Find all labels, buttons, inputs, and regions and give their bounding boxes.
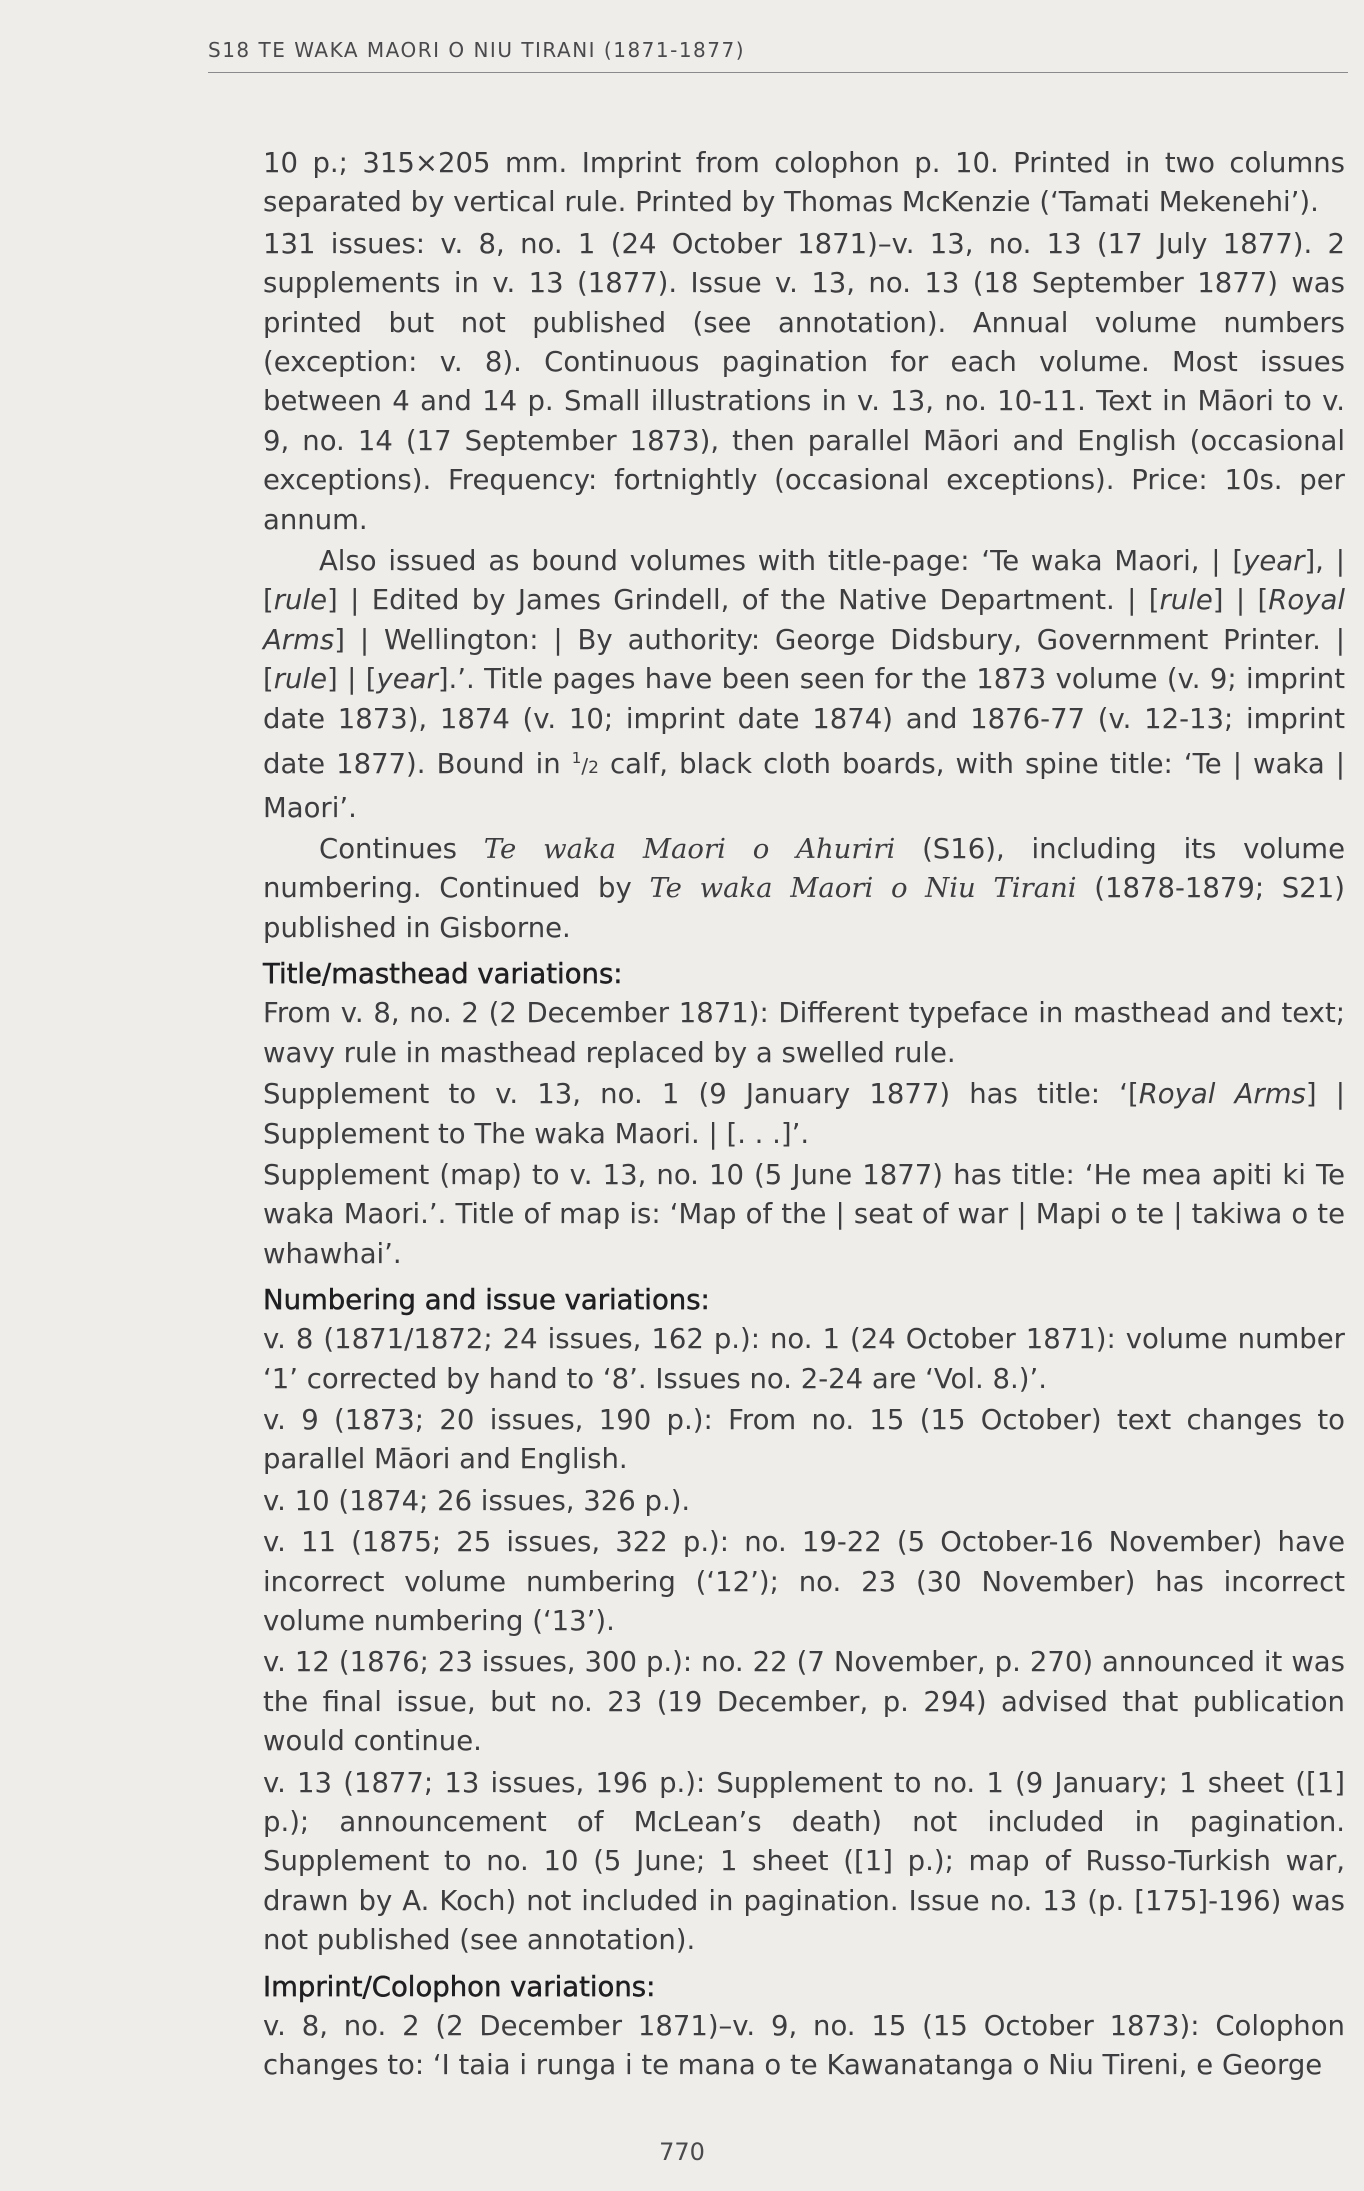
numbering-entry: v. 9 (1873; 20 issues, 190 p.): From no. 15 (15 October) text changes to parallel Māori and English.	[263, 1403, 1345, 1476]
title-italic: Te waka Maori o Niu Tirani	[649, 872, 1077, 905]
bound-volumes-paragraph: Also issued as bound volumes with title-page: ‘Te waka Maori, | [year], | [rule] | Edited by James Grindell, of the Native Department. | [rule] | [Royal Arms] | Wellington: | By authority: George Didsbury, Government Printer. | [rule] | [year].’. Title pages have been seen for the 1873 volume (v. 9; imprint date 1873), 1874 (v. 10; imprint date 1874) and 1876-77 (v. 12-13; imprint date 1877). Bound in $^1$/2 calf, black cloth boards, with spine title: ‘Te | waka | Maori’.	[263, 545, 1345, 824]
page-number: 770	[659, 2138, 705, 2166]
text-run: Continues	[319, 833, 484, 866]
title-variations-heading: Title/masthead variations:	[263, 958, 623, 991]
title-variation-entry	[263, 1075, 1345, 1154]
text-run: ] | [	[1212, 584, 1269, 617]
text-run: ] | Supplement to The waka Maori. | [. . .]’.	[263, 1078, 1345, 1150]
imprint-variations-heading: Imprint/Colophon variations:	[263, 1970, 656, 2003]
italic-run: Royal Arms	[263, 584, 1345, 656]
text-run: calf, black cloth boards, with spine title: ‘Te | waka | Maori’.	[263, 748, 1345, 824]
italic-run: rule	[1159, 584, 1213, 617]
text-run: (S16), including its volume numbering. Continued by	[263, 833, 1345, 905]
title-variation-entry: From v. 8, no. 2 (2 December 1871): Different typeface in masthead and text; wavy rule in masthead replaced by a swelled rule.	[263, 997, 1345, 1069]
text-run: ] | Edited by James Grindell, of the Native Department. | [	[327, 584, 1160, 617]
text-run: ] | [	[327, 663, 377, 696]
numbering-entry: v. 12 (1876; 23 issues, 300 p.): no. 22 (7 November, p. 270) announced it was the final issue, but no. 23 (19 December, p. 294) advised that publication would continue.	[263, 1646, 1345, 1758]
fraction-denominator: 2	[588, 758, 599, 779]
text-run: Supplement to v. 13, no. 1 (9 January 1877) has title: ‘[	[263, 1078, 1139, 1111]
fraction-numerator: 1	[571, 749, 582, 768]
text-run: (1878-1879; S21) published in Gisborne.	[263, 872, 1345, 944]
text-run: ].’. Title pages have been seen for the 1873 volume (v. 9; imprint date 1873), 1874 (v. 10; imprint date 1874) and 1876-77 (v. 12-13; imprint date 1877). Bound in	[263, 663, 1345, 781]
format-paragraph: 10 p.; 315×205 mm. Imprint from colophon p. 10. Printed in two columns separated by vertical rule. Printed by Thomas McKenzie (‘Tamati Mekenehi’).	[263, 147, 1345, 219]
title-variation-entry: Supplement (map) to v. 13, no. 10 (5 June 1877) has title: ‘He mea apiti ki Te waka Maori.’. Title of map is: ‘Map of the | seat of war | Mapi o te | takiwa o te whawhai’.	[263, 1158, 1345, 1270]
text-run: Also issued as bound volumes with title-page: ‘Te waka Maori, | [	[319, 545, 1244, 578]
text-run: ] | Wellington: | By authority: George Didsbury, Government Printer. | [	[263, 623, 1345, 696]
numbering-entry: v. 8 (1871/1872; 24 issues, 162 p.): no. 1 (24 October 1871): volume number ‘1’ corrected by hand to ‘8’. Issues no. 2-24 are ‘Vol. 8.)’.	[263, 1323, 1345, 1395]
text-run: ], | [	[263, 545, 1345, 617]
italic-run: year	[1243, 545, 1305, 578]
italic-run: Royal Arms	[1138, 1078, 1306, 1111]
italic-run: rule	[273, 584, 328, 617]
issues-paragraph: 131 issues: v. 8, no. 1 (24 October 1871)–v. 13, no. 13 (17 July 1877). 2 supplements in v. 13 (1877). Issue v. 13, no. 13 (18 September 1877) was printed but not published (see annotation). Annual volume numbers (exception: v. 8). Continuous pagination for each volume. Most issues between 4 and 14 p. Small illustrations in v. 13, no. 10-11. Text in Māori to v. 9, no. 14 (17 September 1873), then parallel Māori and English (occasional exceptions). Frequency: fortnightly (occasional exceptions). Price: 10s. per annum.	[263, 227, 1345, 536]
imprint-entry: v. 8, no. 2 (2 December 1871)–v. 9, no. 15 (15 October 1873): Colophon changes to: ‘I taia i runga i te mana o te Kawanatanga o Niu Tireni, e George	[263, 2009, 1345, 2082]
italic-run: rule	[273, 663, 328, 696]
numbering-variations-heading: Numbering and issue variations:	[263, 1284, 710, 1317]
page-body	[263, 144, 1345, 2085]
italic-run: year	[376, 663, 438, 696]
continues-paragraph	[263, 830, 1345, 948]
numbering-entry: v. 13 (1877; 13 issues, 196 p.): Supplement to no. 1 (9 January; 1 sheet ([1] p.); announcement of McLean’s death) not included in pagination. Supplement to no. 10 (5 June; 1 sheet ([1] p.); map of Russo-Turkish war, drawn by A. Koch) not included in pagination. Issue no. 13 (p. [175]-196) was not published (see annotation).	[263, 1766, 1345, 1957]
numbering-entry: v. 10 (1874; 26 issues, 326 p.).	[263, 1484, 691, 1517]
numbering-entry: v. 11 (1875; 25 issues, 322 p.): no. 19-22 (5 October-16 November) have incorrect volume numbering (‘12’); no. 23 (30 November) has incorrect volume numbering (‘13’).	[263, 1526, 1345, 1637]
running-head: S18 TE WAKA MAORI O NIU TIRANI (1871-1877)	[208, 38, 746, 62]
header-rule	[208, 72, 1348, 73]
title-italic: Te waka Maori o Ahuriri	[483, 833, 896, 866]
